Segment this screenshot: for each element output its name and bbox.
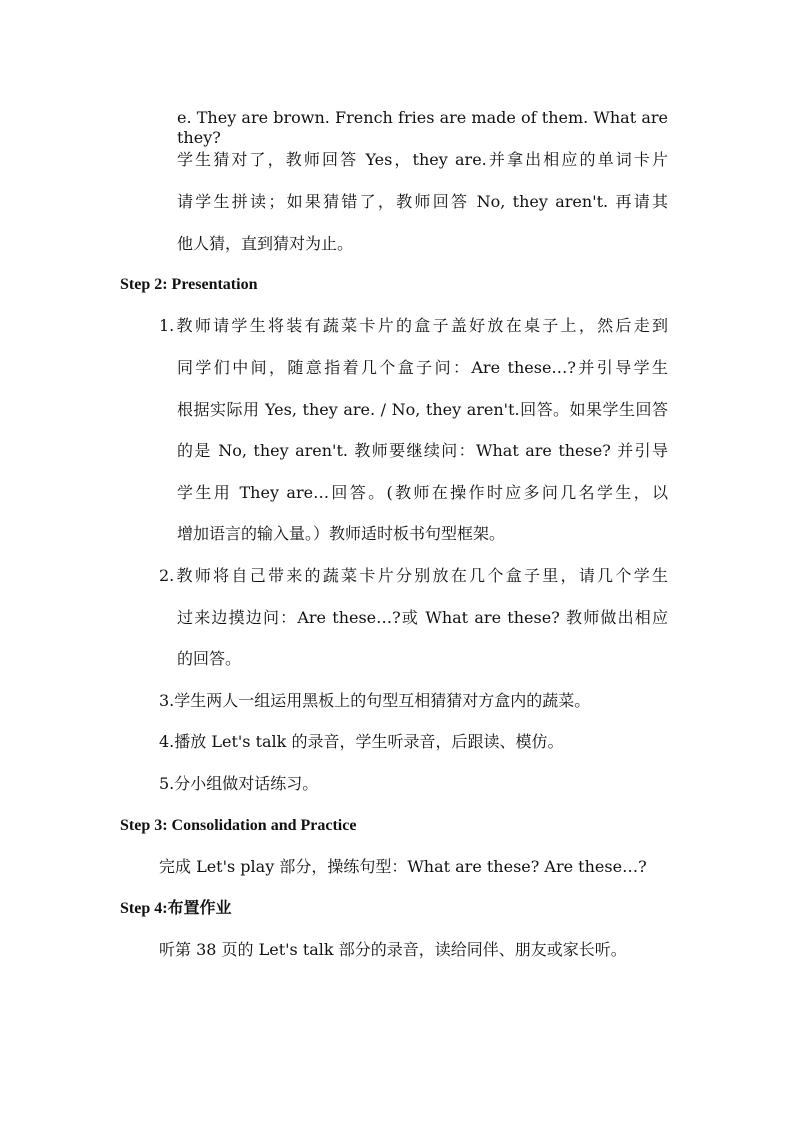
step2-item4: 4.播放 Let's talk 的录音，学生听录音，后跟读、模仿。 <box>159 732 564 751</box>
step4-heading: Step 4:布置作业 <box>120 900 232 917</box>
step2-item2-line-3: 的回答。 <box>177 649 242 668</box>
step3-text: 完成 Let's play 部分，操练句型：What are these? Are these…? <box>159 857 647 876</box>
step2-item5: 5.分小组做对话练习。 <box>159 774 319 793</box>
step2-item2-line-1: 2.教师将自己带来的蔬菜卡片分别放在几个盒子里，请几个学生 <box>159 566 668 585</box>
step2-item1-line-6: 增加语言的输入量。）教师适时板书句型框架。 <box>177 524 506 543</box>
intro-line-3: 请学生拼读；如果猜错了，教师回答 No, they aren't. 再请其 <box>177 192 668 211</box>
step3-heading: Step 3: Consolidation and Practice <box>120 817 357 834</box>
step2-heading: Step 2: Presentation <box>120 276 258 293</box>
step4-text: 听第 38 页的 Let's talk 部分的录音，读给同伴、朋友或家长听。 <box>159 940 627 959</box>
step2-item2-line-2: 过来边摸边问：Are these…?或 What are these? 教师做出相应 <box>177 608 668 627</box>
step2-item1-line-3: 根据实际用 Yes, they are. / No, they aren't.回答。如果学生回答 <box>177 400 668 419</box>
intro-line-2: 学生猜对了，教师回答 Yes，they are.并拿出相应的单词卡片 <box>177 150 668 169</box>
step2-item1-line-4: 的是 No, they aren't. 教师要继续问：What are these? 并引导 <box>177 441 668 460</box>
step2-item1-line-1: 1.教师请学生将装有蔬菜卡片的盒子盖好放在桌子上，然后走到 <box>159 316 668 335</box>
step2-item1-line-2: 同学们中间，随意指着几个盒子问：Are these…?并引导学生 <box>177 358 668 377</box>
intro-line-1: e. They are brown. French fries are made of them. What are they? <box>177 108 668 147</box>
step2-item3: 3.学生两人一组运用黑板上的句型互相猜猜对方盒内的蔬菜。 <box>159 691 591 710</box>
step2-item1-line-5: 学生用 They are…回答。(教师在操作时应多问几名学生，以 <box>177 483 668 502</box>
intro-line-4: 他人猜，直到猜对为止。 <box>177 234 354 253</box>
